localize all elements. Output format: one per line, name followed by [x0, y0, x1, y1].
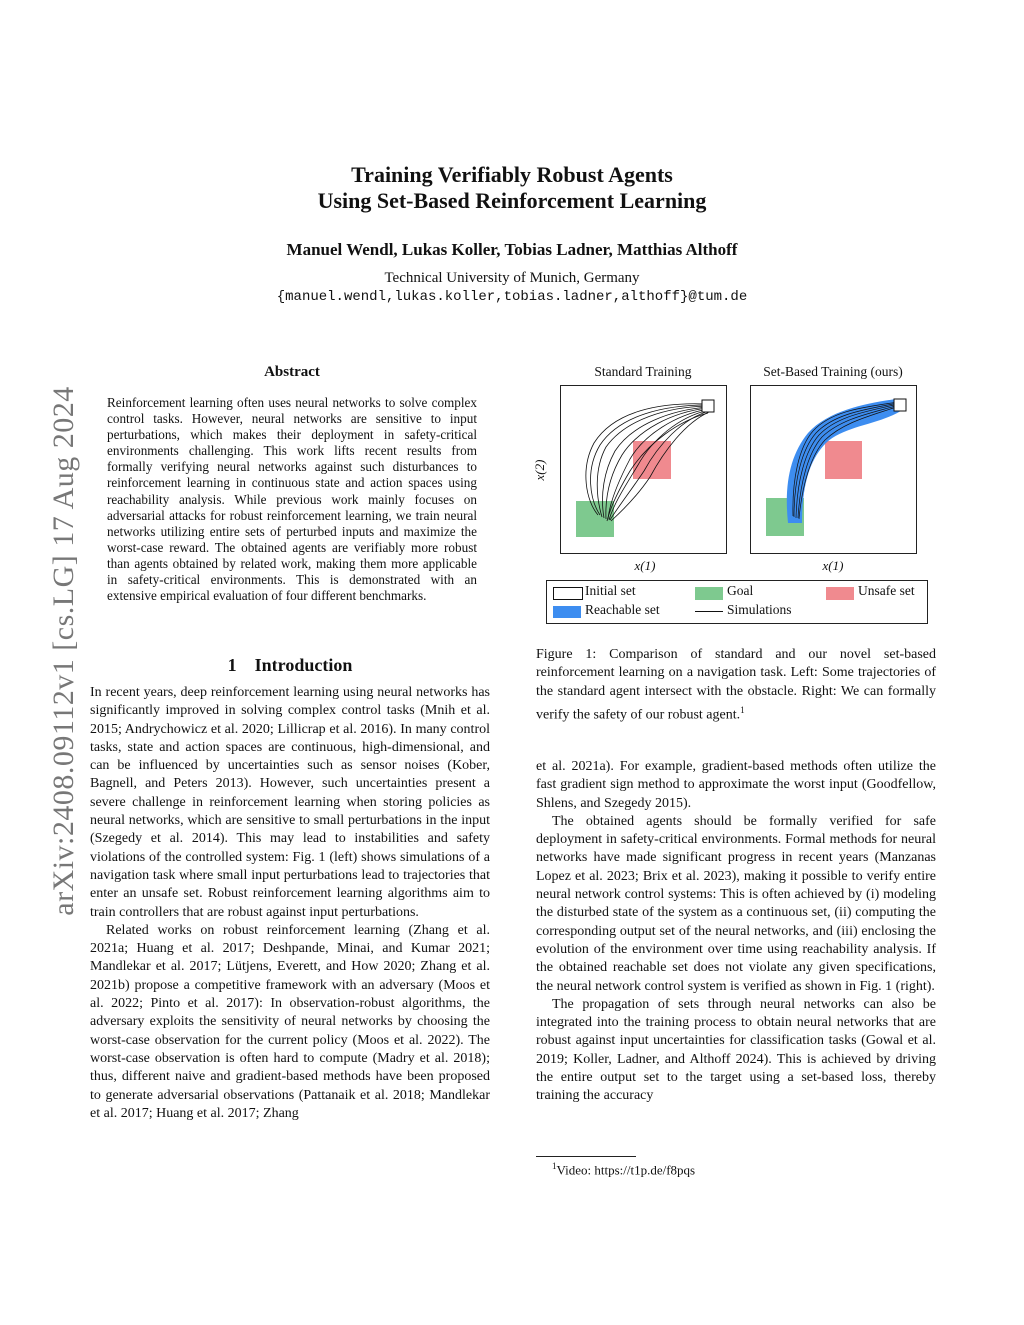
intro-paragraph-1: In recent years, deep reinforcement learning using neural networks has significantly improved in solving complex control tasks (Mnih et al. 2015; Andrychowicz et al. 2020; Lillicrap et al. 2016). In many control tasks, state and action spaces are continuous, high-dimensional, and can be influenced by uncertainties such as sensor noises (Kober, Bagnell, and Peters 2013). However, such uncertainties present a severe challenge in reinforcement learning when storing policies as neural networks, which are sensitive to small perturbations in the input (Szegedy et al. 2014). This may lead to instabilities and safety violations of the controlled system: Fig. 1 (left) shows simulations of a navigation task where small input perturbations lead to trajectories that enter an unsafe set. Robust reinforcement learning algorithms aim to train controllers that are robust against input perturbations. — [90, 685, 490, 920]
intro-paragraph-right-2: The obtained agents should be formally verified for safe deployment in safety-critical environments. Formal methods for neural networks have made significant progress in recent years (Manzanas Lopez et al. 2023; Brix et al. 2023), making it possible to verify entire neural network control systems: This is often achieved by (i) modeling the disturbed state of the system as a continuous set, (ii) computing the corresponding output set of the neural networks, and (iii) enclosing the evolution of the environment over time using reachability analysis. If the obtained reachable set does not violate any given specifications, the neural network control system is verified as shown in Fig. 1 (right). — [536, 813, 936, 994]
section-heading-introduction — [90, 655, 490, 676]
legend-label-initial-set: Initial set — [585, 583, 636, 598]
y-axis-label-text: x(2) — [532, 459, 547, 481]
figure-left-title: Standard Training — [594, 364, 692, 379]
figure-left-panel — [560, 385, 728, 555]
footnote — [552, 1161, 695, 1178]
legend-swatch-unsafe-set — [826, 587, 854, 600]
abstract-heading: Abstract — [264, 364, 320, 380]
paper-affiliation: Technical University of Munich, Germany — [384, 270, 640, 286]
legend-label-goal: Goal — [727, 583, 754, 598]
figure-caption-text: Figure 1: Comparison of standard and our novel set-based reinforcement learning on a navigation task. Left: Some trajectories of the standard agent intersect with the obstacle. Right: We can formally verify the safety of our robust agent. — [536, 647, 936, 723]
figure-right-title: Set-Based Training (ours) — [763, 364, 903, 379]
left-initial-set — [702, 400, 714, 412]
intro-paragraph-right-1: et al. 2021a). For example, gradient-based methods often utilize the fast gradient sign method to approximate the worst input (Goodfellow, Shlens, and Szegedy 2015). — [536, 759, 936, 811]
right-column-body — [536, 758, 936, 1106]
intro-paragraph-right-3: The propagation of sets through neural networks can also be integrated into the training process to obtain neural networks that are robust against input uncertainties for classification tasks (Gowal et al. 2019; Koller, Ladner, and Althoff 2024). This is achieved by driving the entire output set to the target using a set-based loss, thereby training the accuracy — [536, 996, 936, 1104]
right-unsafe-region — [825, 441, 862, 479]
figure-left-x-axis-label: x(1) — [634, 558, 656, 573]
footnote-rule — [536, 1156, 636, 1157]
intro-paragraph-2: Related works on robust reinforcement learning (Zhang et al. 2021a; Huang et al. 2017; Deshpande, Minai, and Kumar 2021; Mandlekar et al. 2017; Lütjens, Everett, and How 2020; Zhang et al. 2021b) propose a competitive framework with an adversary (Moos et al. 2022; Pinto et al. 2017): In observation-robust algorithms, the adversary exploits the sensitivity of neural networks by choosing the worst-case observation for the current policy (Moos et al. 2022). The worst-case observation is often hard to compute (Madry et al. 2018); thus, different naive and gradient-based methods have been proposed to generate adversarial observations (Pattanaik et al. 2018; Mandlekar et al. 2017; Huang et al. 2017; Zhang — [90, 922, 490, 1121]
legend-swatch-reachable-set — [553, 606, 581, 618]
arxiv-identifier: arXiv:2408.09112v1 [cs.LG] 17 Aug 2024 — [47, 386, 80, 916]
legend-label-unsafe-set: Unsafe set — [858, 583, 915, 598]
legend-label-reachable-set: Reachable set — [585, 602, 660, 617]
arxiv-sidebar — [44, 356, 84, 946]
section-number: 1 — [227, 655, 237, 675]
left-column-body — [90, 684, 490, 1123]
abstract-text: Reinforcement learning often uses neural networks to solve complex control tasks. However, neural networks are sensitive to input perturbations, which makes their deployment in safety-critical environments challenging. This work lifts recent results from formally verifying neural networks against such disturbances to reinforcement learning in continuous state and action spaces using reachability analysis. While previous work mainly focuses on adversarial attacks for robust reinforcement learning, we train neural networks utilizing entire sets of perturbed inputs and maximize the worst-case reward. The obtained agents are verifiably more robust than agents obtained by related work, making them more applicable in safety-critical environments. This is demonstrated with an extensive empirical evaluation of four different benchmarks. — [107, 395, 477, 604]
legend-swatch-simulations — [695, 611, 723, 612]
figure-caption — [536, 646, 936, 725]
section-title: Introduction — [254, 655, 353, 675]
paper-title-line-2: Using Set-Based Reinforcement Learning — [317, 188, 707, 213]
figure-right-x-axis-label: x(1) — [822, 558, 844, 573]
legend-swatch-initial-set — [553, 587, 583, 600]
legend-swatch-goal — [695, 587, 723, 600]
figure-y-axis-label — [530, 455, 550, 485]
figure-right-panel — [750, 385, 918, 555]
figure-legend — [546, 580, 928, 624]
legend-label-simulations: Simulations — [727, 602, 792, 617]
paper-emails: {manuel.wendl,lukas.koller,tobias.ladner,althoff}@tum.de — [276, 289, 748, 305]
right-initial-set — [894, 399, 906, 411]
caption-footnote-mark: 1 — [740, 704, 745, 715]
paper-authors: Manuel Wendl, Lukas Koller, Tobias Ladner, Matthias Althoff — [286, 240, 738, 259]
footnote-mark: 1 — [552, 1161, 557, 1171]
paper-title-line-1: Training Verifiably Robust Agents — [351, 162, 673, 187]
footnote-text: Video: https://t1p.de/f8pqs — [556, 1162, 696, 1178]
